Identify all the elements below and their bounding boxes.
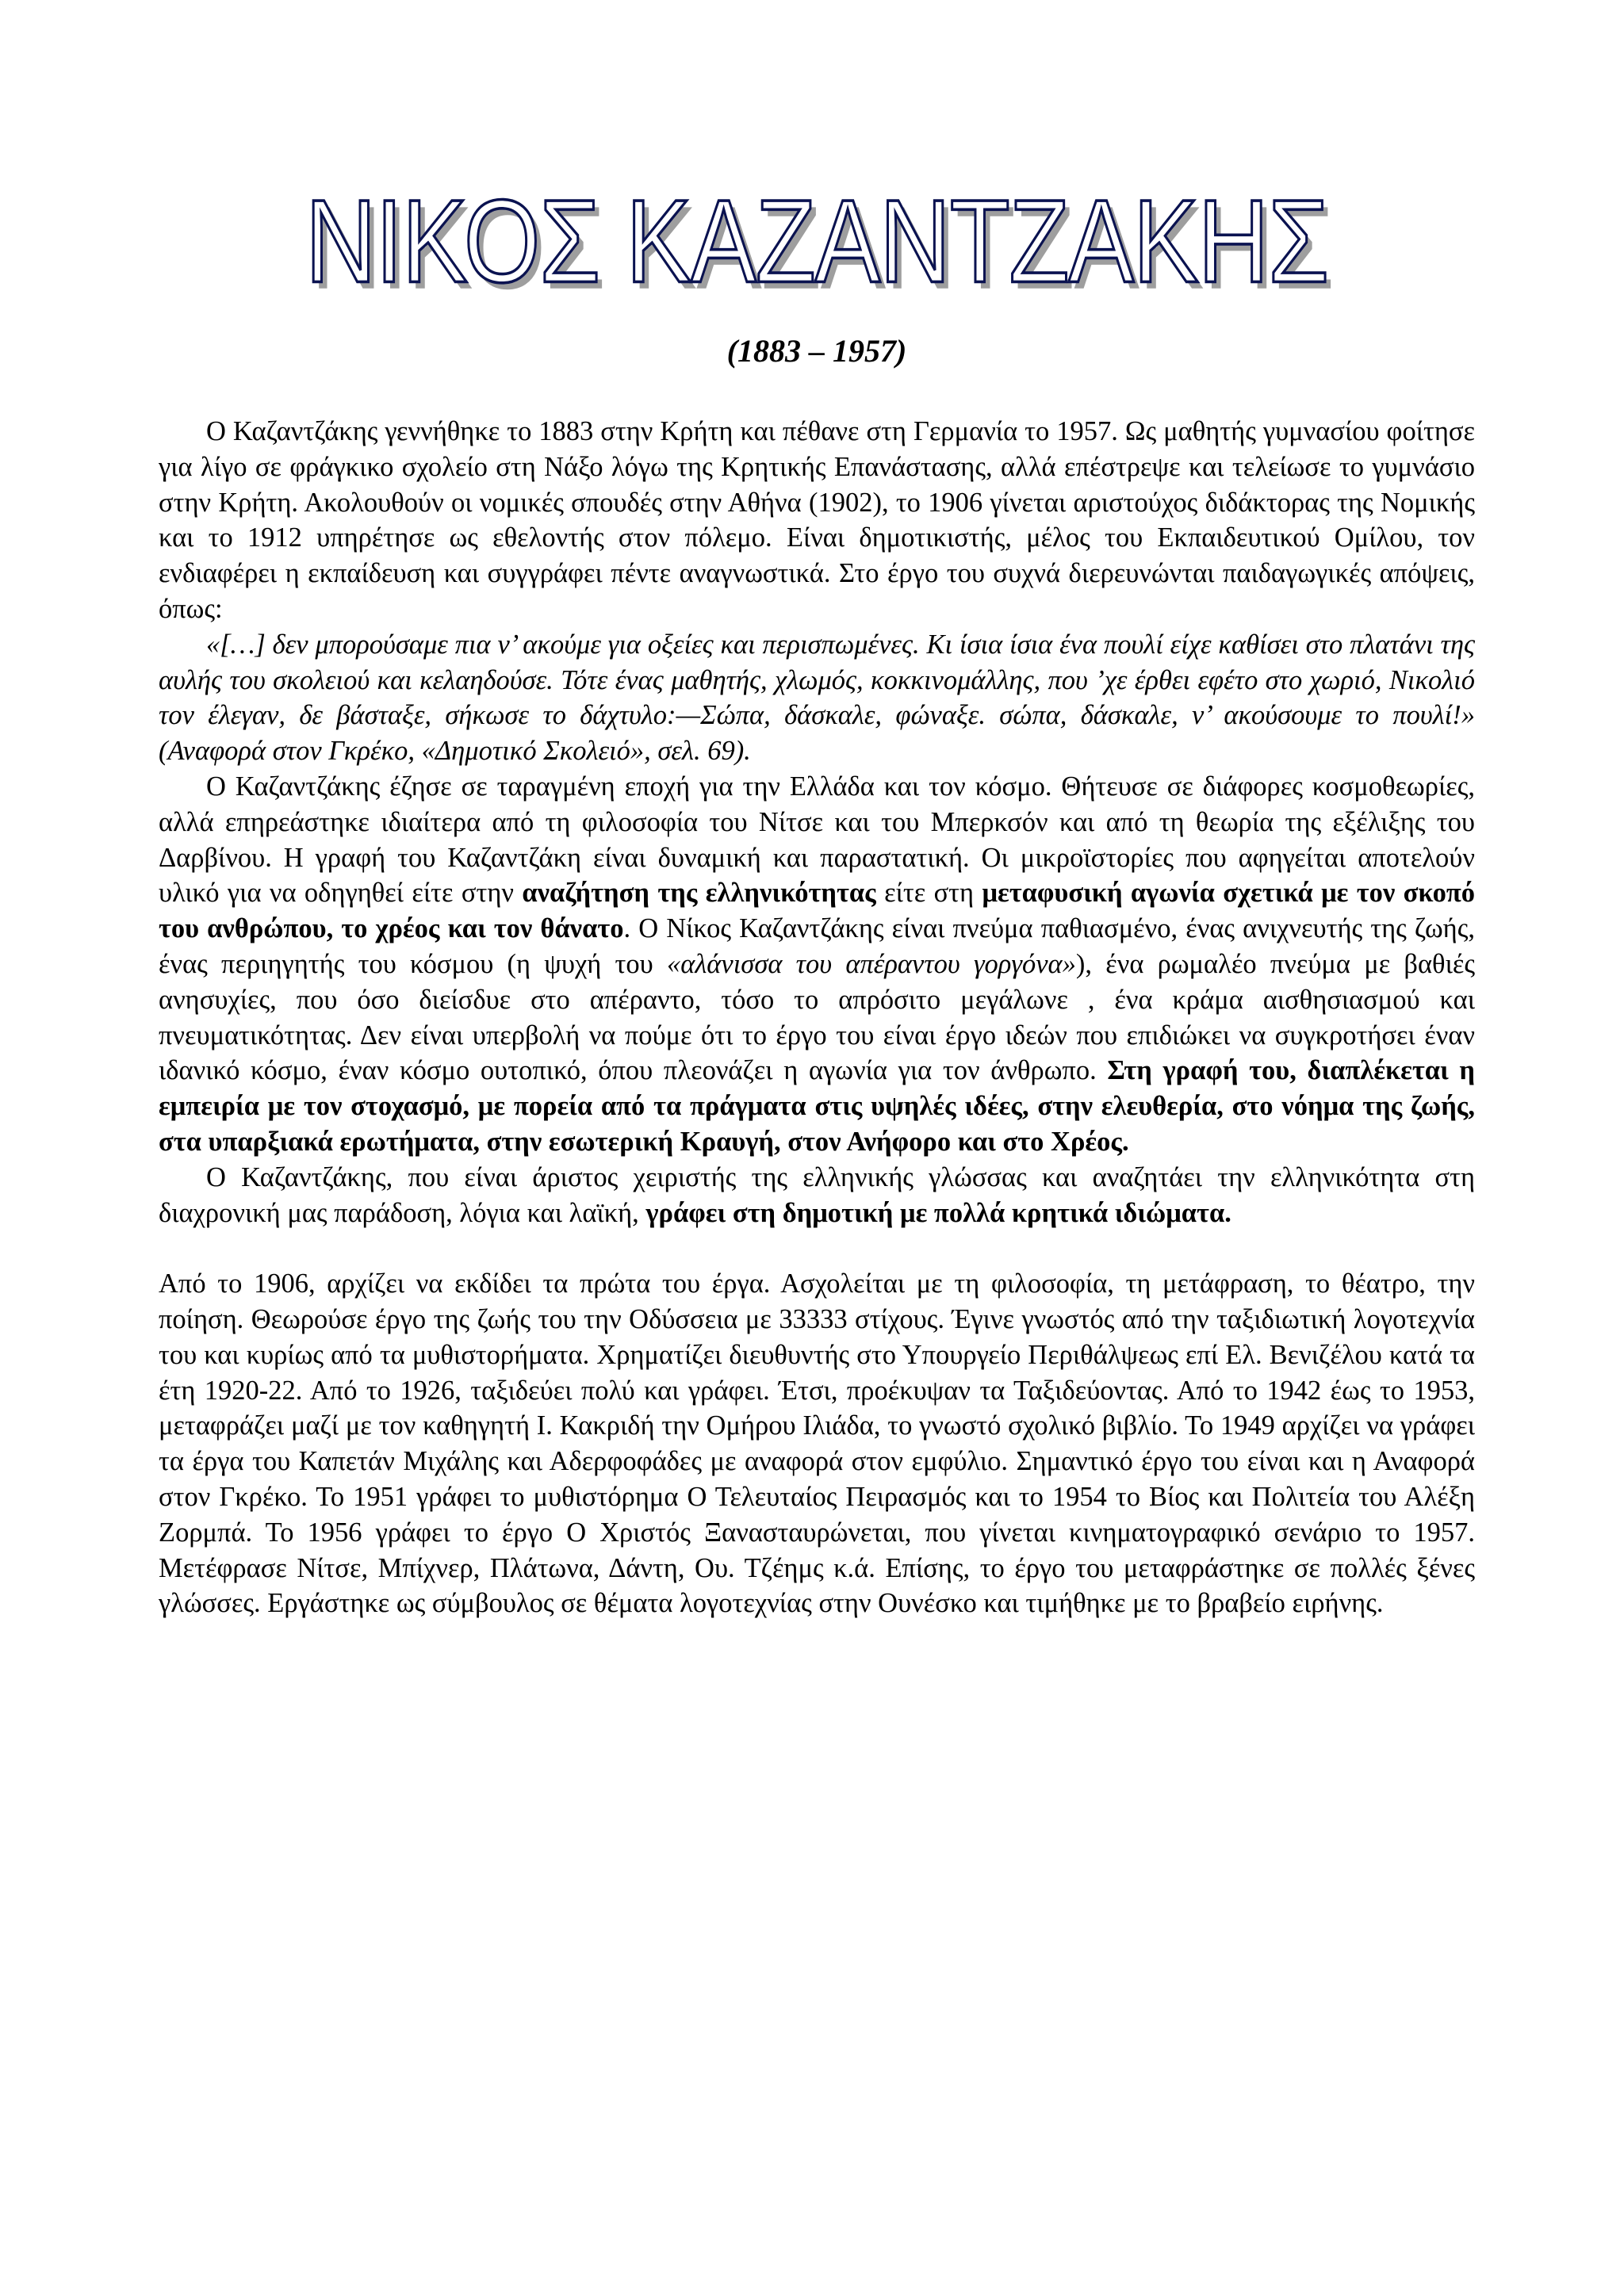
paragraph-style-and-themes [159,769,1475,1160]
paragraph-biography-intro: Ο Καζαντζάκης γεννήθηκε το 1883 στην Κρήτη και πέθανε στη Γερμανία το 1957. Ως μαθητής γυμνασίου φοίτησε για λίγο σε φράγκικο σχολείο στη Νάξο λόγω της Κρητικής Επανάστασης, αλλά επέστρεψε και τελείωσε το γυμνάσιο στην Κρήτη. Ακολουθούν οι νομικές σπουδές στην Αθήνα (1902), το 1906 γίνεται αριστούχος διδάκτορας της Νομικής και το 1912 υπηρέτησε ως εθελοντής στον πόλεμο. Είναι δημοτικιστής, μέλος του Εκπαιδευτικού Ομίλου, τον ενδιαφέρει η εκπαίδευση και συγγράφει πέντε αναγνωστικά. Στο έργο του συχνά διερευνώνται παιδαγωγικές απόψεις, όπως: [159,416,1475,624]
italic-phrase: «αλάνισσα του απέραντου γοργόνα» [667,948,1076,979]
bold-phrase: αναζήτηση της ελληνικότητας [522,878,876,909]
life-dates: (1883 – 1957) [726,333,907,369]
bold-phrase: γράφει στη δημοτική με πολλά κρητικά ιδιώματα. [645,1197,1231,1228]
quote-block: «[…] δεν μπορούσαμε πια ν’ ακούμε για οξείες και περισπωμένες. Κι ίσια ίσια ένα πουλί είχε καθίσει στο πλατάνι της αυλής του σκολειού και κελαηδούσε. Τότε ένας μαθητής, χλωμός, κοκκινομάλλης, που ’χε έρθει εφέτο στο χωριό, Νικολιό τον έλεγαν, δε βάσταξε, σήκωσε το δάχτυλο:—Σώπα, δάσκαλε, φώναξε. σώπα, δάσκαλε, ν’ ακούσουμε το πουλί!» (Αναφορά στον Γκρέκο, «Δημοτικό Σκολειό», σελ. 69). [159,629,1475,767]
paragraph-works: Από το 1906, αρχίζει να εκδίδει τα πρώτα του έργα. Ασχολείται με τη φιλοσοφία, τη μετάφραση, το θέατρο, την ποίηση. Θεωρούσε έργο της ζωής του την Οδύσσεια με 33333 στίχους. Έγινε γνωστός από την ταξιδιωτική λογοτεχνία του και κυρίως από τα μυθιστορήματα. Χρηματίζει διευθυντής στο Υπουργείο Περιθάλψεως επί Ελ. Βενιζέλου κατά τα έτη 1920-22. Από το 1926, ταξιδεύει πολύ και γράφει. Έτσι, προέκυψαν τα Ταξιδεύοντας. Από το 1942 έως το 1953, μεταφράζει μαζί με τον καθηγητή Ι. Κακριδή την Ομήρου Ιλιάδα, το γνωστό σχολικό βιβλίο. Το 1949 αρχίζει να γράφει τα έργα του Καπετάν Μιχάλης και Αδερφοφάδες με αναφορά στον εμφύλιο. Σημαντικό έργο του είναι και η Αναφορά στον Γκρέκο. Το 1951 γράφει το μυθιστόρημα Ο Τελευταίος Πειρασμός και το 1954 το Βίος και Πολιτεία του Αλέξη Ζορμπά. Το 1956 γράφει το έργο Ο Χριστός Ξανασταυρώνεται, που γίνεται κινηματογραφικό σενάριο το 1957. Μετέφρασε Νίτσε, Μπίχνερ, Πλάτωνα, Δάντη, Ου. Τζέημς κ.ά. Επίσης, το έργο του μεταφράστηκε σε πολλές ξένες γλώσσες. Εργάστηκε ως σύμβουλος σε θέματα λογοτεχνίας στην Ουνέσκο και τιμήθηκε με το βραβείο ειρήνης. [159,1269,1475,1619]
document-page [159,170,1475,1621]
bold-phrase: μεταφυσική αγωνία σχετικά με τον σκοπό του ανθρώπου, το χρέος και τον θάνατο [159,878,1475,944]
paragraph-gap [159,1230,1475,1266]
text-run: είτε στη [875,878,982,909]
text-run: ), ένα ρωμαλέο πνεύμα με βαθιές ανησυχίες, που όσο διείσδυε στο απέραντο, τόσο το απρόσιτο μεγάλωνε , ένα κράμα αισθησιασμού και πνευματικότητας. Δεν είναι υπερβολή να πούμε ότι το έργο του είναι έργο ιδεών που επιδιώκει να συγκροτήσει έναν ιδανικό κόσμο, έναν κόσμο ουτοπικό, όπου πλεονάζει η αγωνία για τον άνθρωπο. [159,948,1476,1086]
paragraph-language [159,1160,1475,1231]
text-run: . Ο Νίκος Καζαντζάκης είναι πνεύμα παθιασμένο, ένας ανιχνευτής της ζωής, ένας περιηγητής του κόσμου (η ψυχή του [159,913,1475,979]
bold-phrase: Στη γραφή του, διαπλέκεται η εμπειρία με τον στοχασμό, με πορεία από τα πράγματα στις υψηλές ιδέες, στην ελευθερία, στο νόημα της ζωής, στα υπαρξιακά ερωτήματα, στην εσωτερική Κραυγή, στον Ανήφορο και στο Χρέος. [159,1055,1475,1157]
text-run: Ο Καζαντζάκης έζησε σε ταραγμένη εποχή για την Ελλάδα και τον κόσμο. Θήτευσε σε διάφορες κοσμοθεωρίες, αλλά επηρεάστηκε ιδιαίτερα από τη φιλοσοφία του Νίτσε και του Μπερκσόν και από τη θεωρία της εξέλιξης του Δαρβίνου. Η γραφή του Καζαντζάκη είναι δυναμική και παραστατική. Οι μικροϊστορίες που αφηγείται αποτελούν υλικό για να οδηγηθεί είτε στην [159,771,1475,909]
text-run: Ο Καζαντζάκης, που είναι άριστος χειριστής της ελληνικής γλώσσας και αναζητάει την ελληνικότητα στη διαχρονική μας παράδοση, λόγια και λαϊκή, [159,1161,1475,1228]
page-title: ΝΙΚΟΣ ΚΑΖΑΝΤΖΑΚΗΣ [305,176,1328,308]
